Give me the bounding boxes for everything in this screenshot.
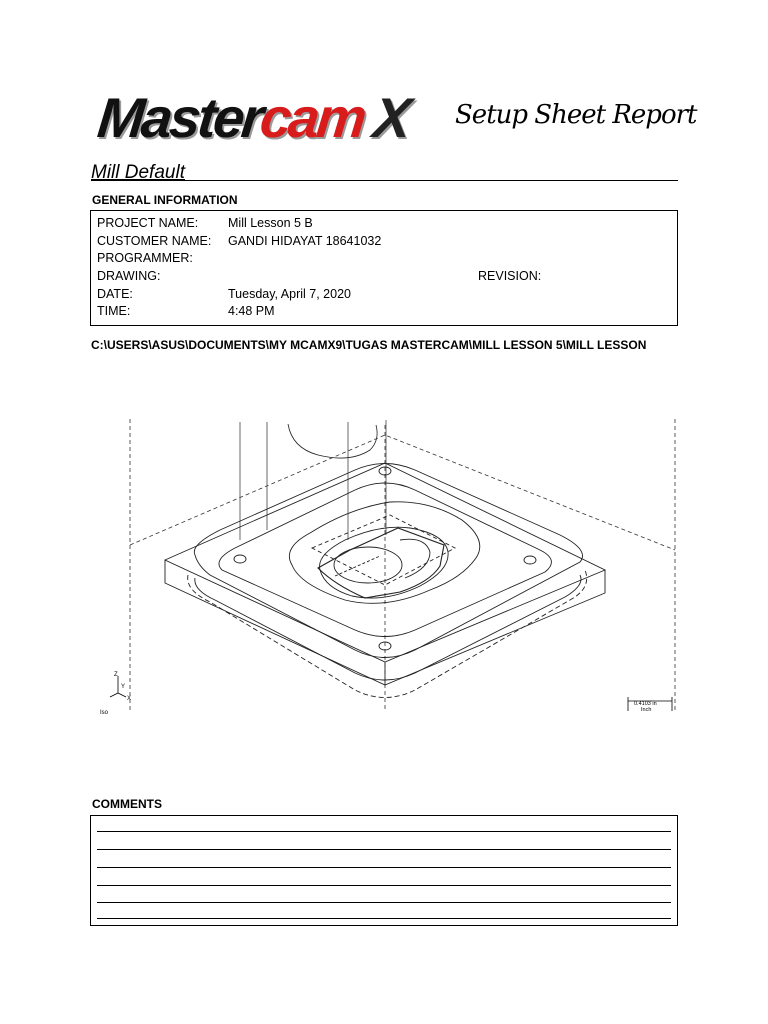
comments-box (90, 815, 678, 926)
drawing-label: DRAWING: (97, 269, 161, 283)
outer-contour-dashed (188, 570, 587, 698)
part-drawing (100, 412, 680, 722)
logo-text-cam: cam (257, 86, 367, 149)
comments-heading: COMMENTS (92, 797, 162, 811)
comment-line (97, 867, 671, 868)
top-feature-bore (334, 547, 402, 583)
construction-lines (240, 420, 386, 540)
axis-label-x: X (127, 696, 132, 702)
scale-value: 0.4103 in (634, 701, 657, 707)
axis-label-y: Y (121, 684, 126, 690)
general-information-box (90, 210, 678, 326)
time-label: TIME: (97, 304, 131, 318)
mastercam-logo (95, 88, 414, 148)
report-title: Setup Sheet Report (455, 100, 697, 130)
scale-unit: Inch (641, 707, 652, 713)
logo-text-x: X (370, 86, 415, 149)
customer-name-value: GANDI HIDAYAT 18641032 (228, 234, 382, 248)
general-information-heading: GENERAL INFORMATION (92, 193, 238, 207)
comment-line-bottom (97, 918, 671, 919)
header-divider (91, 180, 678, 181)
time-value: 4:48 PM (228, 304, 275, 318)
date-value: Tuesday, April 7, 2020 (228, 287, 351, 301)
project-name-value: Mill Lesson 5 B (228, 216, 313, 230)
comment-line (97, 849, 671, 850)
comment-line (97, 885, 671, 886)
cutter-outline (288, 424, 377, 458)
top-feature-edge (335, 556, 380, 576)
project-name-label: PROJECT NAME: (97, 216, 199, 230)
comment-line (97, 902, 671, 903)
customer-name-label: CUSTOMER NAME: (97, 234, 212, 248)
date-label: DATE: (97, 287, 133, 301)
view-label: Iso (100, 710, 109, 716)
logo-text-master: Master (94, 86, 264, 149)
file-path: C:\USERS\ASUS\DOCUMENTS\MY MCAMX9\TUGAS MASTERCAM\MILL LESSON 5\MILL LESSON (91, 338, 647, 352)
top-feature (318, 528, 444, 598)
axis-label-z: Z (114, 672, 118, 678)
top-feature-step (400, 539, 430, 578)
inner-boss-mid (320, 527, 449, 598)
programmer-label: PROGRAMMER: (97, 251, 193, 265)
comment-line (97, 831, 671, 832)
mill-title: Mill Default (91, 162, 185, 183)
revision-label: REVISION: (478, 269, 542, 283)
